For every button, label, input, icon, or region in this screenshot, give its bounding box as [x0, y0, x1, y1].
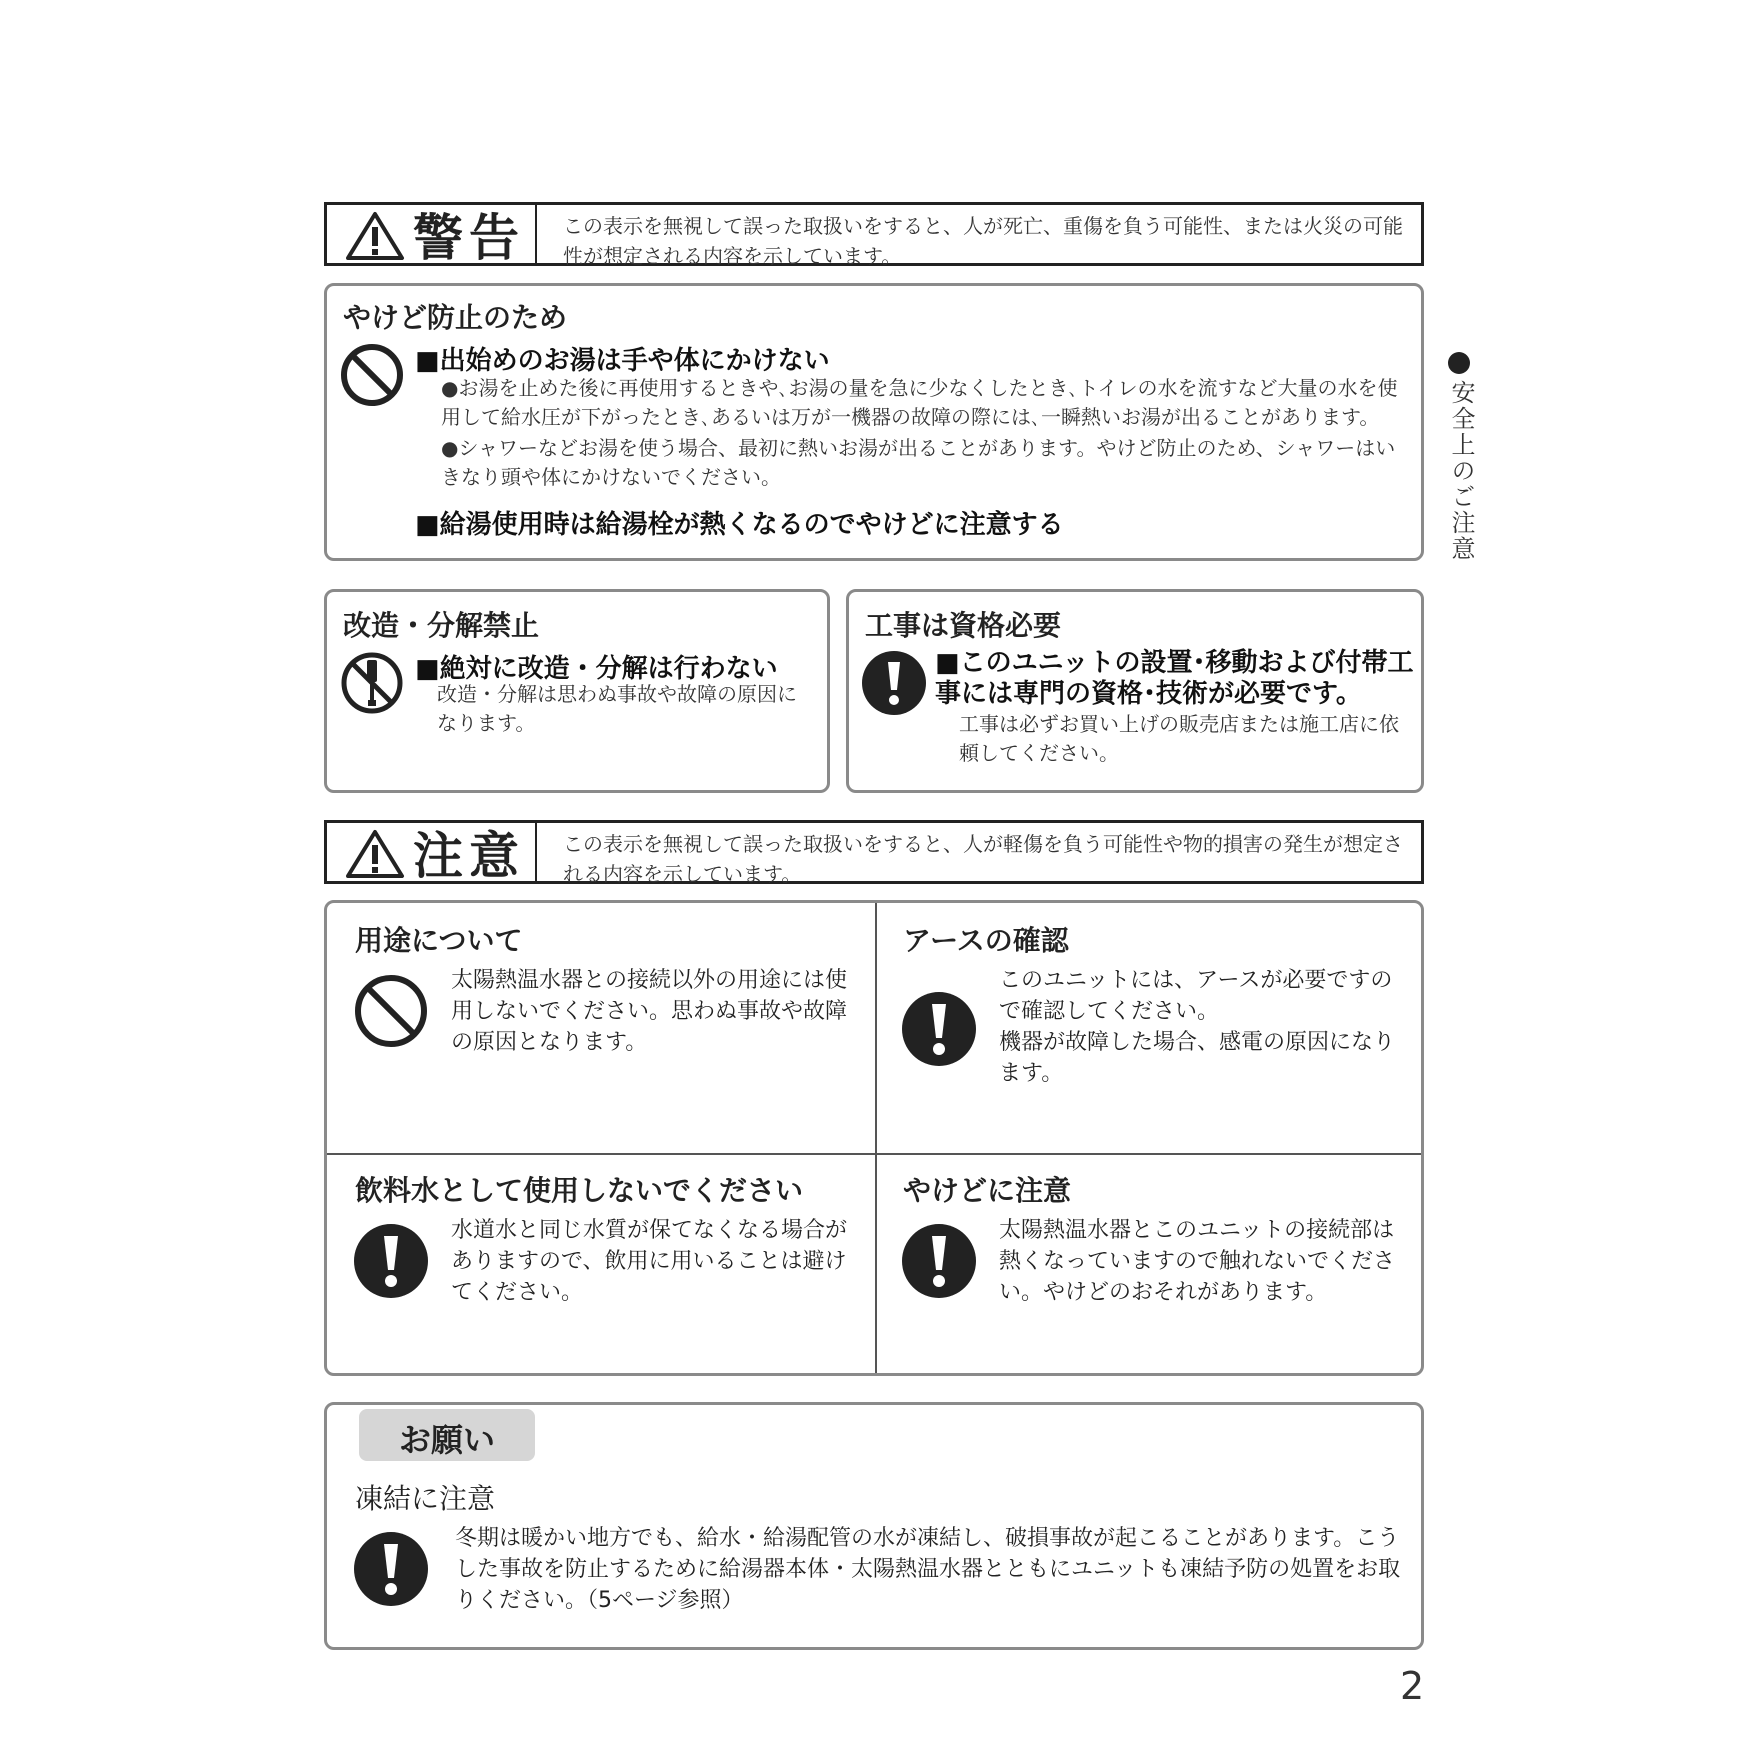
- side-tab-label: 安全上のご注意: [1447, 380, 1475, 562]
- mandatory-icon: [353, 1531, 429, 1607]
- request-label-tab: [359, 1409, 535, 1461]
- drinking-title: 飲料水として使用しないでください: [355, 1174, 804, 1207]
- usage-text: 太陽熱温水器との接続以外の用途には使用しないでください。思わぬ事故や故障の原因となります。: [451, 968, 848, 1055]
- drinking-text: 水道水と同じ水質が保てなくなる場合がありますので、飲用に用いることは避けてください。: [451, 1218, 848, 1305]
- earth-text-1: このユニットには、アースが必要ですので確認してください。: [999, 968, 1393, 1024]
- caution-grid-box: [324, 900, 1424, 1376]
- no-modify-title: 改造・分解禁止: [343, 609, 540, 642]
- caution-triangle-icon: [345, 829, 405, 879]
- qualification-text: 工事は必ずお買い上げの販売店または施工店に依頼してください。: [959, 712, 1399, 765]
- burn-caution-title: やけどに注意: [903, 1174, 1072, 1207]
- prohibited-icon: [353, 973, 429, 1049]
- burn-caution-text: 太陽熱温水器とこのユニットの接続部は熱くなっていますので触れないでください。やけどのおそれがあります。: [999, 1218, 1396, 1305]
- caution-label: 注意: [413, 827, 525, 885]
- burn-bullet-2: ●シャワーなどお湯を使う場合、最初に熱いお湯が出ることがあります。やけど防止のため、シャワーはいきなり頭や体にかけないでください。: [441, 436, 1396, 489]
- warning-triangle-icon: [345, 211, 405, 261]
- mandatory-icon: [901, 991, 977, 1067]
- side-tab: [1444, 352, 1474, 562]
- mandatory-icon: [861, 650, 927, 716]
- warning-description: この表示を無視して誤った取扱いをすると、人が死亡、重傷を負う可能性、または火災の可能性が想定される内容を示しています。: [563, 214, 1403, 268]
- warning-label: 警告: [413, 209, 525, 267]
- request-box: [324, 1402, 1424, 1650]
- caution-header: [324, 820, 1424, 884]
- page-number: 2: [1400, 1664, 1425, 1708]
- prohibited-icon: [339, 342, 405, 408]
- burn-item-1: ■出始めのお湯は手や体にかけない: [415, 346, 830, 376]
- request-text: 冬期は暖かい地方でも、給水・給湯配管の水が凍結し、破損事故が起こることがあります。こうした事故を防止するために給湯器本体・太陽熱温水器とともにユニットも凍結予防の処置をお取りください。（5ページ参照）: [455, 1526, 1401, 1613]
- request-title: 凍結に注意: [355, 1482, 496, 1515]
- no-disassembly-icon: [339, 650, 405, 716]
- qualification-box: [846, 589, 1424, 793]
- earth-title: アースの確認: [903, 924, 1069, 957]
- no-modify-item: ■絶対に改造・分解は行わない: [415, 654, 778, 684]
- mandatory-icon: [901, 1223, 977, 1299]
- burn-prevention-title: やけど防止のため: [343, 301, 568, 334]
- qualification-item: ■このユニットの設置･移動および付帯工事には専門の資格･技術が必要です。: [935, 648, 1414, 709]
- qualification-title: 工事は資格必要: [865, 609, 1062, 642]
- no-modify-box: [324, 589, 830, 793]
- no-modify-text: 改造・分解は思わぬ事故や故障の原因になります。: [437, 682, 797, 735]
- burn-bullet-1: ●お湯を止めた後に再使用するときや､お湯の量を急に少なくしたとき､トイレの水を流すなど大量の水を使用して給水圧が下がったとき､あるいは万が一機器の故障の際には､一瞬熱いお湯が出ることがあります。: [441, 376, 1398, 429]
- usage-title: 用途について: [355, 924, 523, 957]
- request-label: お願い: [398, 1421, 495, 1459]
- warning-header: [324, 202, 1424, 266]
- caution-description: この表示を無視して誤った取扱いをすると、人が軽傷を負う可能性や物的損害の発生が想定される内容を示しています。: [563, 832, 1403, 886]
- burn-item-2: ■給湯使用時は給湯栓が熱くなるのでやけどに注意する: [415, 510, 1064, 540]
- earth-text-2: 機器が故障した場合、感電の原因になります。: [999, 1030, 1396, 1086]
- bullet-icon: [1448, 352, 1470, 374]
- mandatory-icon: [353, 1223, 429, 1299]
- burn-prevention-box: [324, 283, 1424, 561]
